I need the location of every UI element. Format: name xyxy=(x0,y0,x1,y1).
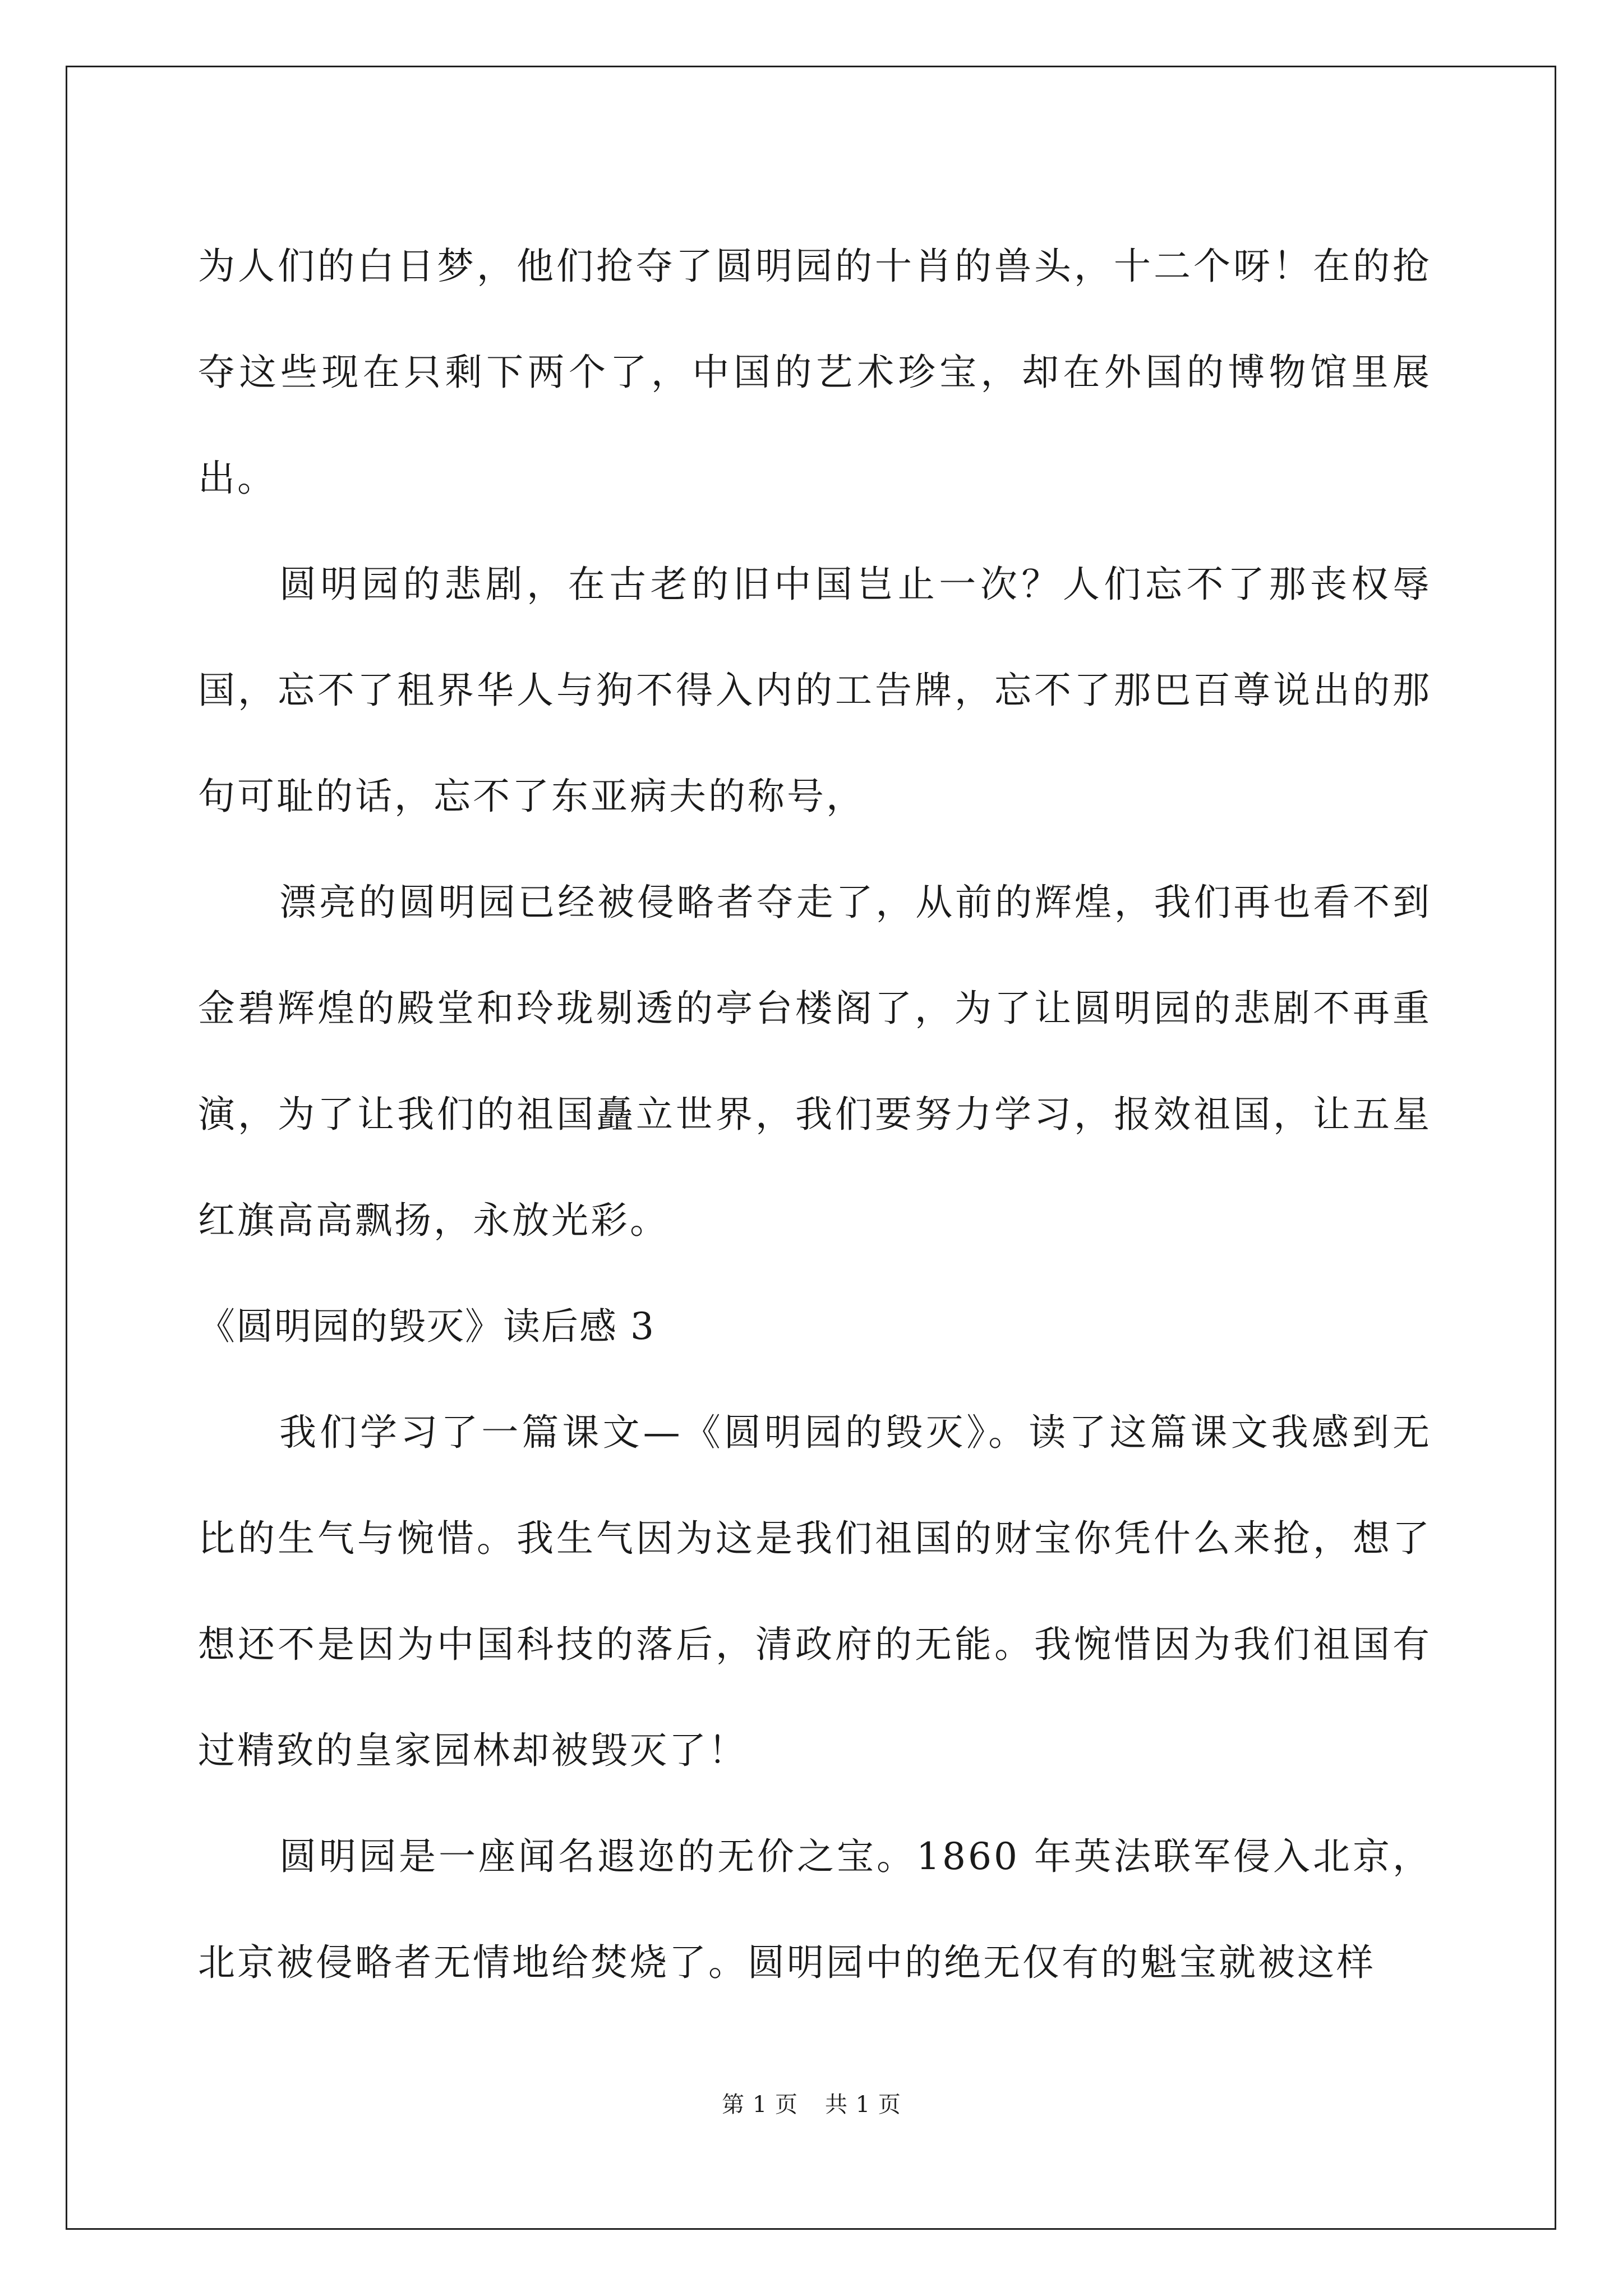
page-number: 第 1 页 xyxy=(722,2092,798,2118)
page-total: 共 1 页 xyxy=(825,2092,901,2118)
paragraph-2: 圆明园的悲剧，在古老的旧中国岂止一次？人们忘不了那丧权辱国，忘不了租界华人与狗不得入内的工告牌，忘不了那巴百尊说出的那句可耻的话，忘不了东亚病夫的称号， xyxy=(198,563,1432,818)
section-heading: 《圆明园的毁灭》读后感 3 xyxy=(198,1305,655,1348)
paragraph-4: 我们学习了一篇课文—《圆明园的毁灭》。读了这篇课文我感到无比的生气与惋惜。我生气因为这是我们祖国的财宝你凭什么来抢，想了想还不是因为中国科技的落后，清政府的无能。我惋惜因为我们祖国有过精致的皇家园林却被毁灭了！ xyxy=(198,1411,1432,1772)
paragraph-1: 为人们的白日梦，他们抢夺了圆明园的十肖的兽头，十二个呀！在的抢夺这些现在只剩下两个了，中国的艺术珍宝，却在外国的博物馆里展出。 xyxy=(198,245,1432,500)
document-body xyxy=(198,213,1432,2016)
page-footer xyxy=(0,2087,1623,2119)
paragraph-3: 漂亮的圆明园已经被侵略者夺走了，从前的辉煌，我们再也看不到金碧辉煌的殿堂和玲珑剔透的亭台楼阁了，为了让圆明园的悲剧不再重演，为了让我们的祖国矗立世界，我们要努力学习，报效祖国，让五星红旗高高飘扬，永放光彩。 xyxy=(198,881,1432,1242)
paragraph-5: 圆明园是一座闻名遐迩的无价之宝。1860 年英法联军侵入北京，北京被侵略者无情地给焚烧了。圆明园中的绝无仅有的魁宝就被这样 xyxy=(198,1835,1432,1984)
